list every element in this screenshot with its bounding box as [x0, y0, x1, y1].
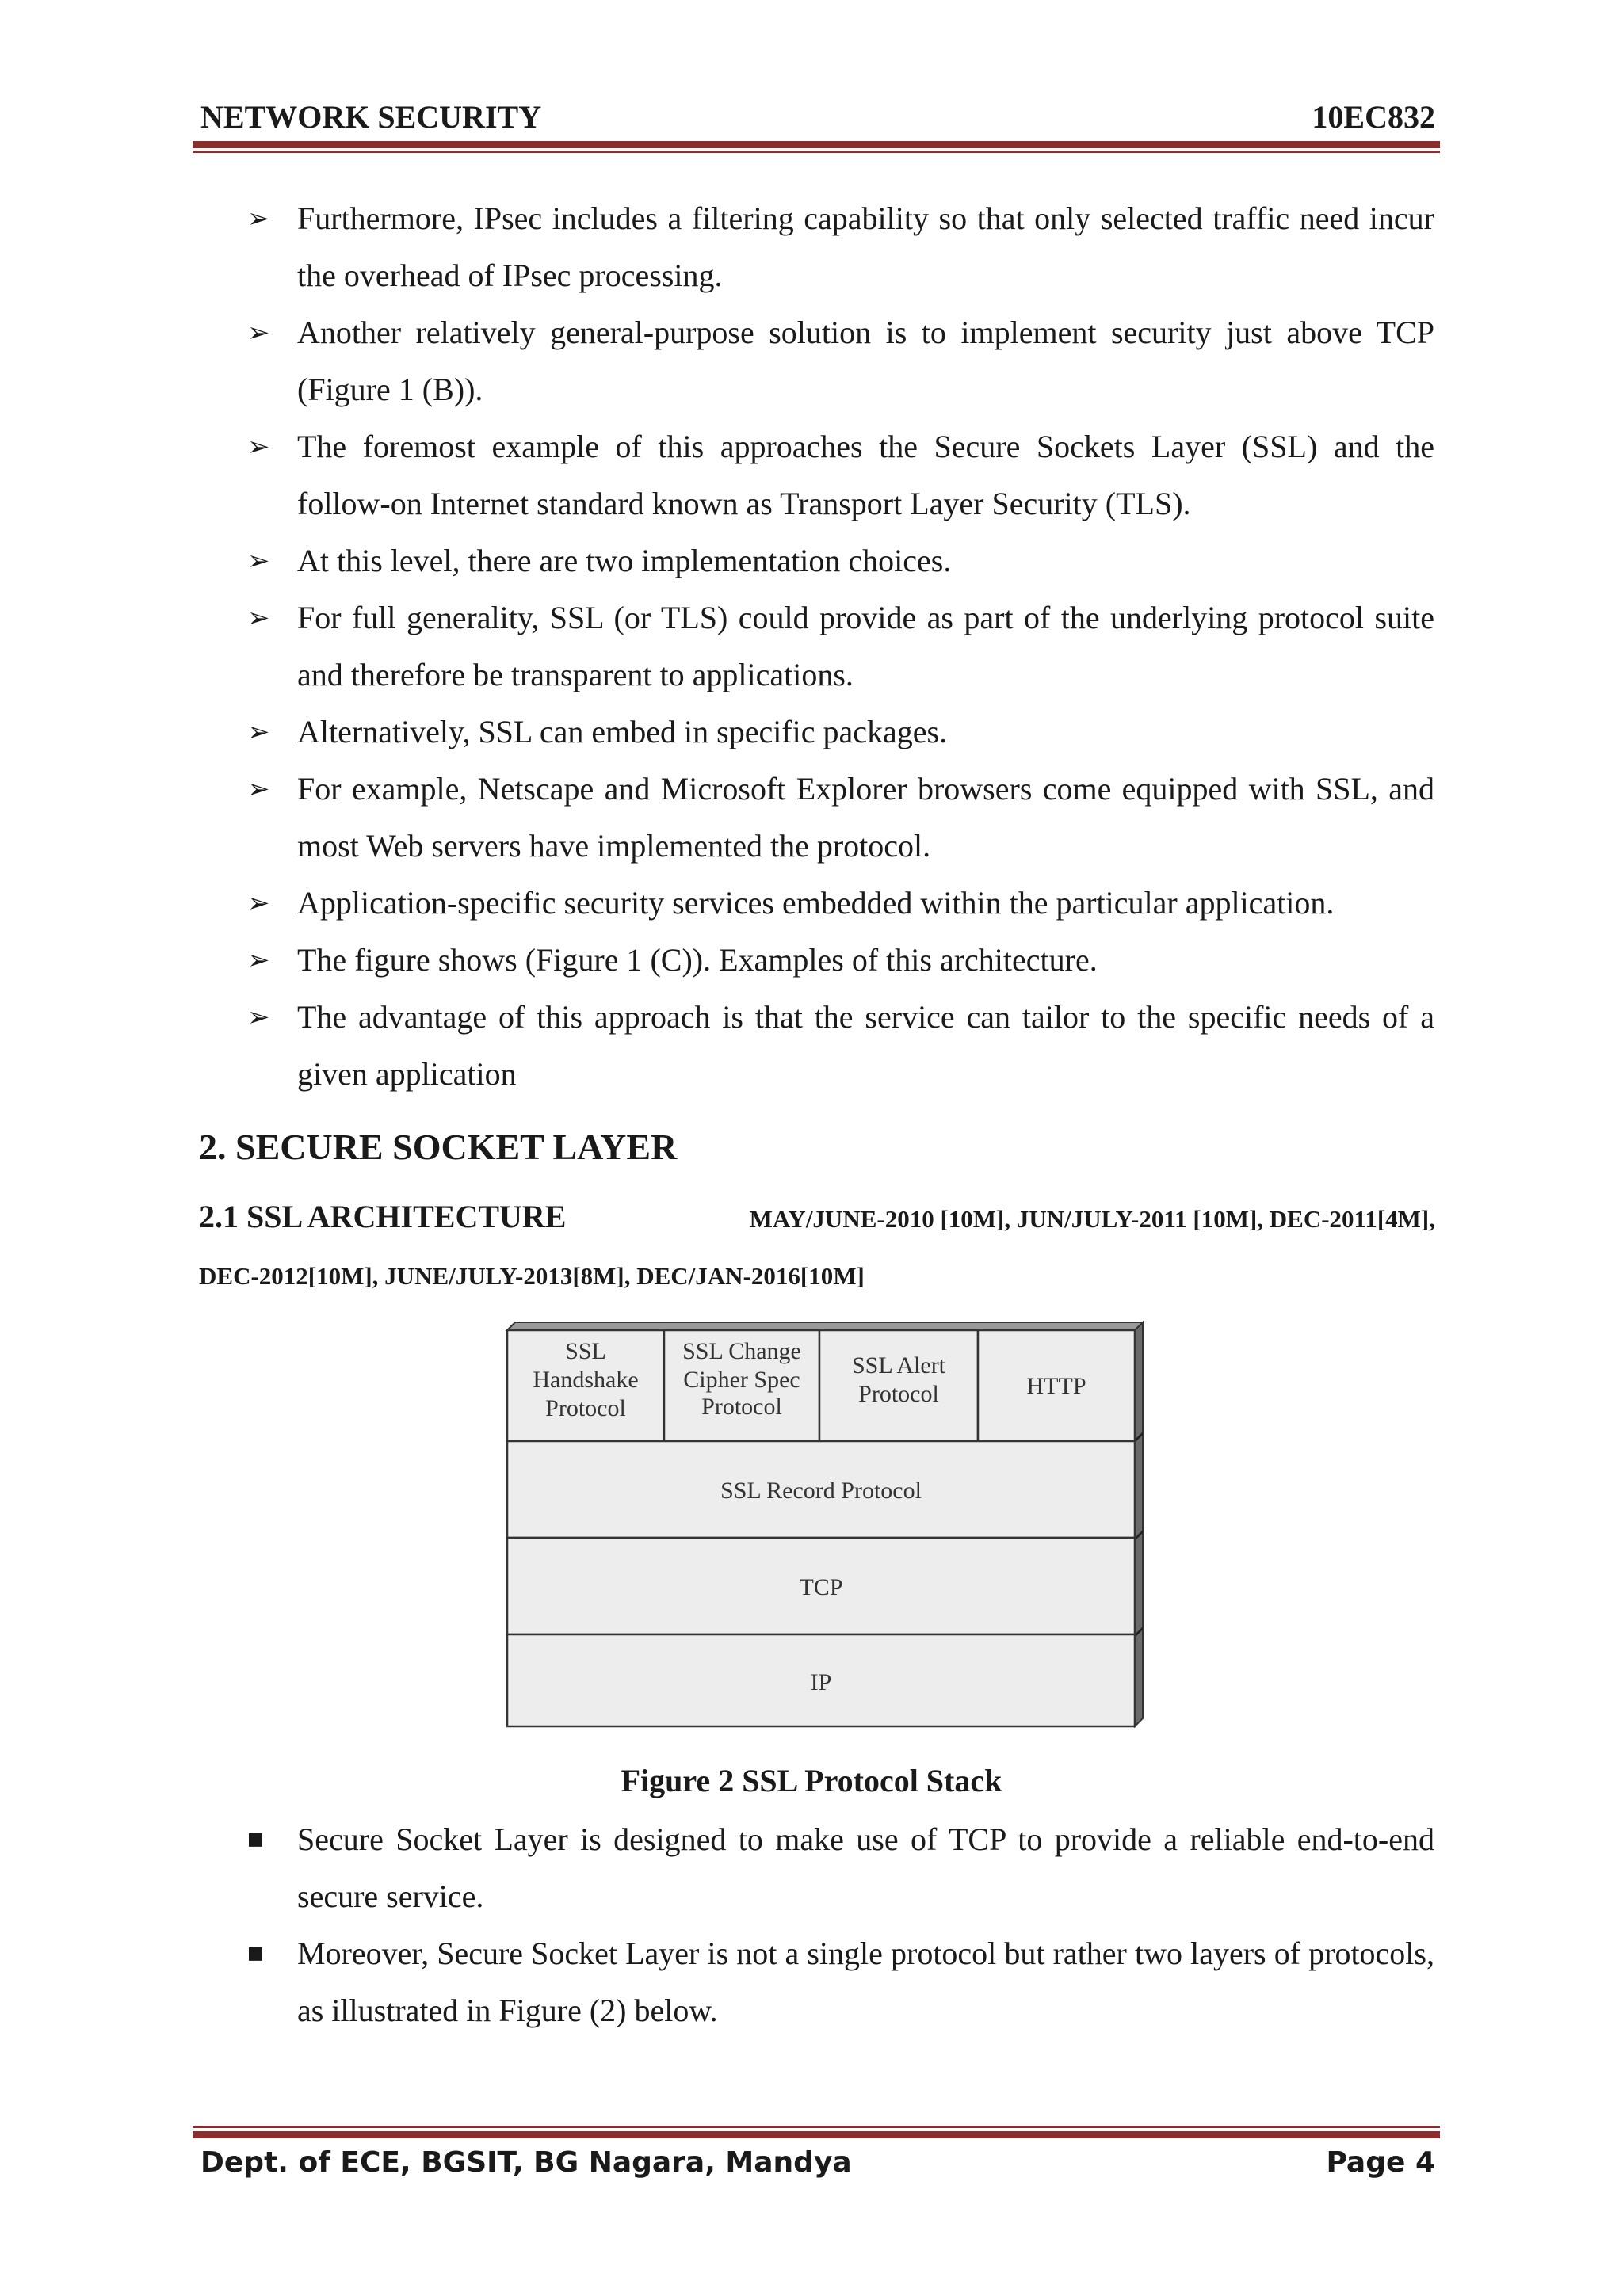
ssl-protocol-stack-diagram: [504, 1319, 1146, 1731]
footer-page-number: Page 4: [1326, 2146, 1435, 2179]
list-item: ■ Secure Socket Layer is designed to make use of TCP to provide a reliable end-to-end secure service.: [247, 1811, 1434, 1925]
arrow-bullet-icon: ➢: [247, 716, 270, 748]
ip-label: IP: [810, 1669, 832, 1695]
alert-label-line-1: SSL Alert: [851, 1352, 946, 1379]
arrow-bullet-icon: ➢: [247, 545, 270, 577]
list-item: ➢ At this level, there are two implementation choices.: [247, 532, 1434, 589]
arrow-bullet-icon: ➢: [247, 887, 270, 919]
subsection-heading: [199, 1188, 1435, 1305]
list-item: ➢ Another relatively general-purpose solution is to implement security just above TCP (Figure 1 (B)).: [247, 304, 1434, 418]
arrow-bullet-icon: ➢: [247, 773, 270, 805]
header-title: NETWORK SECURITY: [200, 99, 542, 135]
header-rule-thin: [193, 151, 1440, 153]
list-item: ➢ For full generality, SSL (or TLS) could provide as part of the underlying protocol suite and therefore be transparent to applications.: [247, 589, 1434, 704]
header-rule-thick: [193, 141, 1440, 148]
list-item: ■ Moreover, Secure Socket Layer is not a single protocol but rather two layers of protocols, as illustrated in Figure (2) below.: [247, 1925, 1434, 2039]
square-bullet-icon: ■: [247, 1829, 264, 1849]
footer-rule-thick: [193, 2131, 1440, 2138]
exam-reference-line-2: DEC-2012[10M], JUNE/JULY-2013[8M], DEC/JAN-2016[10M]: [199, 1262, 865, 1290]
figure-caption: Figure 2 SSL Protocol Stack: [621, 1763, 1002, 1798]
exam-reference-line-1: MAY/JUNE-2010 [10M], JUN/JULY-2011 [10M], DEC-2011[4M],: [749, 1205, 1435, 1233]
list-item: ➢ Application-specific security services embedded within the particular application.: [247, 875, 1434, 932]
arrow-bullet-icon: ➢: [247, 944, 270, 976]
list-item: ➢ The figure shows (Figure 1 (C)). Examples of this architecture.: [247, 932, 1434, 989]
change-cipher-label-line-1: SSL Change: [682, 1338, 801, 1364]
arrow-bullet-icon: ➢: [247, 602, 270, 634]
subsection-title: 2.1 SSL ARCHITECTURE: [199, 1199, 567, 1234]
list-item: ➢ The advantage of this approach is that the service can tailor to the specific needs of a given application: [247, 989, 1434, 1103]
list-item: ➢ The foremost example of this approaches the Secure Sockets Layer (SSL) and the follow-on Internet standard known as Transport Layer Security (TLS).: [247, 418, 1434, 532]
http-label: HTTP: [1026, 1373, 1086, 1399]
ssl-record-label: SSL Record Protocol: [720, 1478, 922, 1504]
arrow-bullet-icon: ➢: [247, 431, 270, 463]
handshake-label-line-3: Protocol: [545, 1395, 626, 1421]
change-cipher-label-line-3: Protocol: [701, 1394, 782, 1420]
stack-top-face: [507, 1322, 1143, 1330]
tcp-label: TCP: [799, 1574, 843, 1600]
square-bullet-icon: ■: [247, 1943, 264, 1963]
list-item: ➢ Alternatively, SSL can embed in specific packages.: [247, 704, 1434, 761]
handshake-label-line-1: SSL: [565, 1338, 606, 1364]
arrow-bullet-icon: ➢: [247, 317, 270, 349]
change-cipher-label-line-2: Cipher Spec: [683, 1367, 800, 1393]
stack-side-face: [1135, 1322, 1143, 1726]
list-item: ➢ Furthermore, IPsec includes a filtering capability so that only selected traffic need incur the overhead of IPsec processing.: [247, 190, 1434, 304]
footer-department: Dept. of ECE, BGSIT, BG Nagara, Mandya: [200, 2146, 852, 2179]
arrow-bullet-icon: ➢: [247, 1001, 270, 1033]
list-item: ➢ For example, Netscape and Microsoft Explorer browsers come equipped with SSL, and most Web servers have implemented the protocol.: [247, 761, 1434, 875]
handshake-label-line-2: Handshake: [533, 1367, 639, 1393]
section-heading: 2. SECURE SOCKET LAYER: [199, 1127, 678, 1167]
header-course-code: 10EC832: [1312, 99, 1435, 135]
arrow-bullet-icon: ➢: [247, 203, 270, 235]
alert-label-line-2: Protocol: [858, 1381, 939, 1407]
footer-rule-thin: [193, 2126, 1440, 2128]
